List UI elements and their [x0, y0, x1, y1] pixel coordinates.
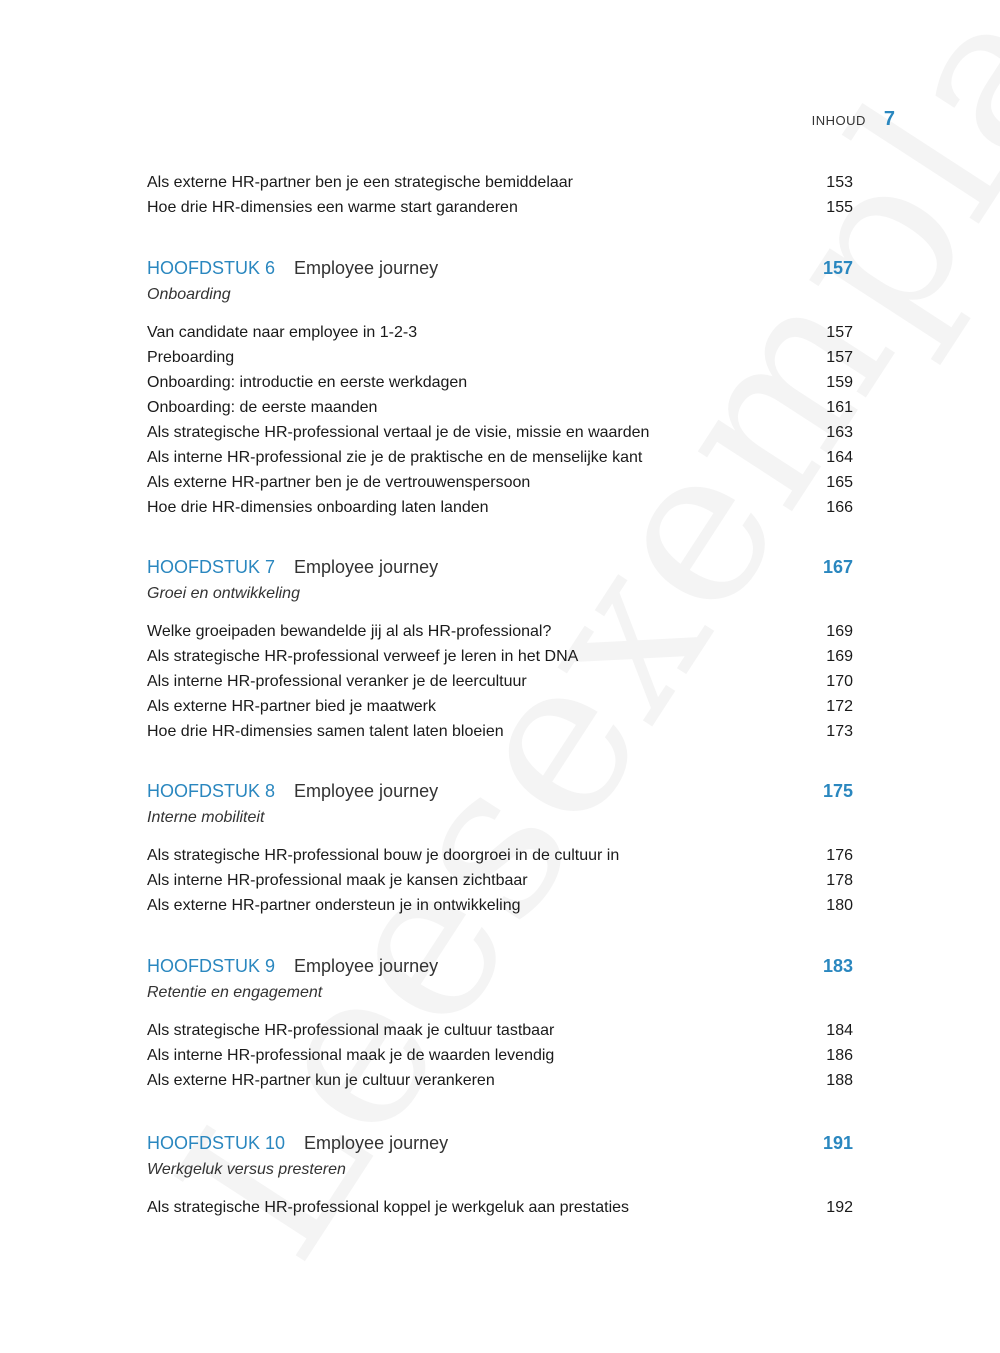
- toc-entry-title: Als strategische HR-professional verweef je leren in het DNA: [147, 647, 579, 665]
- chapter-6-entries: [147, 320, 853, 520]
- chapter-subtitle: Onboarding: [147, 286, 231, 303]
- toc-intro-entries: [147, 170, 853, 220]
- chapter-page: 175: [822, 781, 853, 801]
- chapter-9-section: [147, 953, 853, 1006]
- chapter-page: 191: [822, 1133, 853, 1153]
- toc-entry[interactable]: [147, 170, 853, 195]
- toc-entry-page: 166: [826, 498, 853, 516]
- toc-entry-title: Hoe drie HR-dimensies samen talent laten bloeien: [147, 722, 504, 740]
- toc-entry-title: Als interne HR-professional veranker je de leercultuur: [147, 672, 527, 690]
- toc-entry[interactable]: [147, 1018, 853, 1043]
- chapter-10-entries: [147, 1195, 853, 1220]
- chapter-label: HOOFDSTUK 8: [147, 781, 276, 801]
- chapter-heading[interactable]: [147, 1130, 853, 1157]
- chapter-10-section: [147, 1130, 853, 1183]
- chapter-label: HOOFDSTUK 10: [147, 1133, 286, 1153]
- toc-entry-title: Als interne HR-professional maak je kansen zichtbaar: [147, 871, 528, 889]
- toc-entry[interactable]: [147, 470, 853, 495]
- chapter-7-section: [147, 554, 853, 607]
- chapter-9-entries: [147, 1018, 853, 1093]
- chapter-label: HOOFDSTUK 7: [147, 557, 276, 577]
- toc-entry[interactable]: [147, 495, 853, 520]
- toc-entry-title: Als externe HR-partner ondersteun je in ontwikkeling: [147, 896, 521, 914]
- page-number: 7: [883, 108, 895, 130]
- toc-entry[interactable]: [147, 420, 853, 445]
- chapter-heading[interactable]: [147, 255, 853, 282]
- chapter-subtitle: Interne mobiliteit: [147, 809, 265, 826]
- toc-entry-page: 169: [826, 647, 853, 665]
- chapter-title: Employee journey: [294, 557, 439, 577]
- toc-entry-title: Als externe HR-partner ben je de vertrouwenspersoon: [147, 473, 531, 491]
- chapter-subtitle: Werkgeluk versus presteren: [147, 1161, 346, 1178]
- running-head-label: INHOUD: [811, 113, 866, 128]
- toc-entry-page: 169: [826, 622, 853, 640]
- toc-entry-title: Preboarding: [147, 348, 235, 366]
- toc-entry-page: 163: [826, 423, 853, 441]
- toc-entry-page: 184: [826, 1021, 853, 1039]
- chapter-8-section: [147, 778, 853, 831]
- toc-entry-page: 153: [826, 173, 853, 191]
- toc-entry-page: 188: [826, 1071, 853, 1089]
- chapter-title: Employee journey: [294, 956, 439, 976]
- chapter-page: 167: [822, 557, 853, 577]
- toc-entry-page: 192: [826, 1198, 853, 1216]
- toc-entry-title: Als externe HR-partner bied je maatwerk: [147, 697, 437, 715]
- toc-entry-page: 159: [826, 373, 853, 391]
- toc-entry[interactable]: [147, 195, 853, 220]
- toc-entry[interactable]: [147, 395, 853, 420]
- chapter-label: HOOFDSTUK 6: [147, 258, 276, 278]
- toc-entry-page: 161: [826, 398, 853, 416]
- toc-entry-title: Als strategische HR-professional koppel je werkgeluk aan prestaties: [147, 1198, 630, 1216]
- toc-entry-page: 164: [826, 448, 853, 466]
- toc-entry-title: Welke groeipaden bewandelde jij al als HR-professional?: [147, 622, 552, 640]
- chapter-6-section: [147, 255, 853, 308]
- toc-entry[interactable]: [147, 694, 853, 719]
- toc-entry-title: Als externe HR-partner ben je een strategische bemiddelaar: [147, 173, 574, 191]
- toc-entry-title: Als externe HR-partner kun je cultuur verankeren: [147, 1071, 495, 1089]
- toc-entry[interactable]: [147, 1068, 853, 1093]
- chapter-heading[interactable]: [147, 554, 853, 581]
- toc-entry-page: 157: [826, 323, 853, 341]
- chapter-subtitle: Retentie en engagement: [147, 984, 323, 1001]
- toc-entry[interactable]: [147, 445, 853, 470]
- toc-entry-title: Hoe drie HR-dimensies onboarding laten landen: [147, 498, 489, 516]
- toc-entry-page: 186: [826, 1046, 853, 1064]
- toc-entry-page: 180: [826, 896, 853, 914]
- toc-entry-page: 157: [826, 348, 853, 366]
- toc-entry-title: Als interne HR-professional maak je de waarden levendig: [147, 1046, 555, 1064]
- toc-entry-title: Hoe drie HR-dimensies een warme start garanderen: [147, 198, 518, 216]
- toc-entry-title: Als strategische HR-professional vertaal je de visie, missie en waarden: [147, 423, 650, 441]
- toc-entry[interactable]: [147, 370, 853, 395]
- chapter-heading[interactable]: [147, 953, 853, 980]
- chapter-page: 183: [822, 956, 853, 976]
- chapter-7-entries: [147, 619, 853, 744]
- toc-entry[interactable]: [147, 669, 853, 694]
- toc-entry-page: 172: [826, 697, 853, 715]
- toc-entry[interactable]: [147, 719, 853, 744]
- toc-entry[interactable]: [147, 868, 853, 893]
- toc-entry-title: Van candidate naar employee in 1-2-3: [147, 323, 418, 341]
- toc-entry-title: Als interne HR-professional zie je de praktische en de menselijke kant: [147, 448, 643, 466]
- toc-entry-page: 176: [826, 846, 853, 864]
- toc-entry[interactable]: [147, 843, 853, 868]
- toc-entry-page: 173: [826, 722, 853, 740]
- chapter-page: 157: [822, 258, 853, 278]
- chapter-heading[interactable]: [147, 778, 853, 805]
- running-head: [812, 108, 895, 131]
- toc-entry-title: Als strategische HR-professional bouw je doorgroei in de cultuur in: [147, 846, 620, 864]
- chapter-8-entries: [147, 843, 853, 918]
- toc-entry-page: 165: [826, 473, 853, 491]
- chapter-subtitle: Groei en ontwikkeling: [147, 585, 300, 602]
- chapter-title: Employee journey: [294, 781, 439, 801]
- toc-entry-title: Als strategische HR-professional maak je cultuur tastbaar: [147, 1021, 555, 1039]
- toc-entry[interactable]: [147, 1195, 853, 1220]
- toc-entry[interactable]: [147, 644, 853, 669]
- chapter-title: Employee journey: [304, 1133, 449, 1153]
- toc-entry-page: 155: [826, 198, 853, 216]
- toc-entry-title: Onboarding: de eerste maanden: [147, 398, 378, 416]
- toc-entry-page: 170: [826, 672, 853, 690]
- toc-entry-page: 178: [826, 871, 853, 889]
- toc-entry[interactable]: [147, 893, 853, 918]
- chapter-label: HOOFDSTUK 9: [147, 956, 276, 976]
- chapter-title: Employee journey: [294, 258, 439, 278]
- toc-entry[interactable]: [147, 619, 853, 644]
- toc-entry[interactable]: [147, 345, 853, 370]
- toc-entry[interactable]: [147, 1043, 853, 1068]
- toc-entry-title: Onboarding: introductie en eerste werkdagen: [147, 373, 468, 391]
- toc-entry[interactable]: [147, 320, 853, 345]
